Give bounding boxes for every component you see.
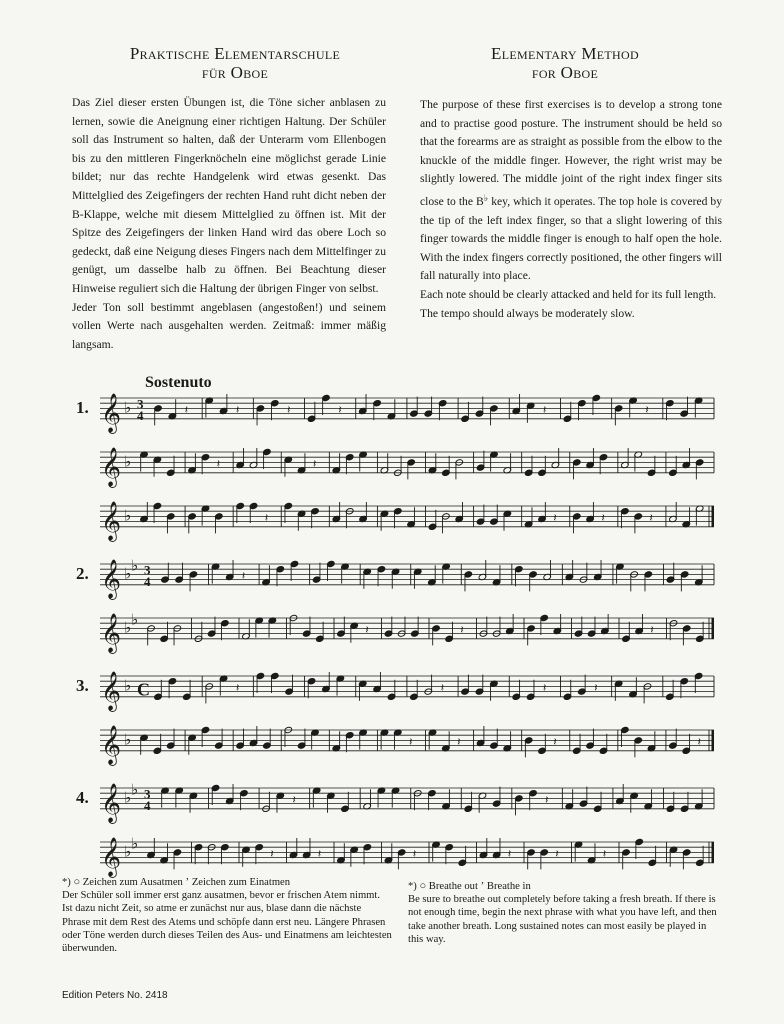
rest-icon: 𝄽 bbox=[553, 511, 557, 525]
rest-icon: 𝄽 bbox=[409, 735, 413, 749]
treble-clef-icon: 𝄞 bbox=[101, 836, 122, 877]
flat-sign-icon: ♭ bbox=[131, 834, 139, 853]
flat-sign-icon: ♭ bbox=[131, 556, 139, 575]
footnote-german-body: Der Schüler soll immer erst ganz ausatmen, bevor er frischen Atem nimmt. Ist dazu nicht Zeit, so atme er zunächst nur aus, blase dann die nächste Phrase mit dem Rest des Atems und schöpfe dann erst neu. Längere Phrasen oder Töne werden durch dieses Teilen des Aus- und Einatmens am leichtesten überwunden. bbox=[62, 890, 392, 955]
intro-english-paragraph-2: Each note should be clearly attacked and held for its full length. bbox=[420, 287, 717, 301]
flat-sign-icon: ♭ bbox=[124, 506, 132, 525]
time-signature-icon: 3 bbox=[144, 786, 151, 802]
rest-icon: 𝄽 bbox=[241, 569, 246, 583]
treble-clef-icon: 𝄞 bbox=[101, 392, 122, 433]
rest-icon: 𝄽 bbox=[649, 511, 653, 525]
treble-clef-icon: 𝄞 bbox=[101, 782, 122, 823]
tempo-marking: Sostenuto bbox=[145, 374, 212, 391]
rest-icon: 𝄽 bbox=[270, 847, 274, 861]
rest-icon: 𝄽 bbox=[645, 403, 649, 417]
flat-sign-icon: ♭ bbox=[124, 842, 132, 861]
exercise-number-1: 1. bbox=[76, 398, 89, 417]
time-signature-icon: 4 bbox=[144, 573, 151, 589]
exercise-number-4: 4. bbox=[76, 788, 89, 807]
exercise-number-2: 2. bbox=[76, 564, 89, 583]
treble-clef-icon: 𝄞 bbox=[101, 558, 122, 599]
rest-icon: 𝄽 bbox=[460, 623, 464, 637]
time-signature-icon: 4 bbox=[144, 797, 151, 813]
breathe-in-label: Breathe in bbox=[486, 881, 531, 892]
footnote-english-legend bbox=[408, 880, 718, 893]
rest-icon: 𝄽 bbox=[543, 681, 547, 695]
rest-icon: 𝄽 bbox=[553, 735, 557, 749]
flat-sign-icon: ♭ bbox=[124, 618, 132, 637]
treble-clef-icon: 𝄞 bbox=[101, 724, 122, 765]
rest-icon: 𝄽 bbox=[697, 735, 702, 749]
final-bar-line bbox=[712, 730, 715, 751]
treble-clef-icon: 𝄞 bbox=[101, 612, 122, 653]
rest-icon: 𝄽 bbox=[312, 457, 317, 471]
edition-number: Edition Peters No. 2418 bbox=[62, 990, 168, 1001]
flat-sign-icon: ♭ bbox=[131, 610, 139, 629]
rest-icon: 𝄽 bbox=[601, 511, 605, 525]
title-english-line-2: for Oboe bbox=[531, 63, 599, 82]
flat-sign-icon: ♭ bbox=[124, 730, 132, 749]
treble-clef-icon: 𝄞 bbox=[101, 670, 122, 711]
rest-icon: 𝄽 bbox=[507, 847, 512, 861]
rest-icon: 𝄽 bbox=[184, 403, 189, 417]
exercise-number-3: 3. bbox=[76, 676, 89, 695]
rest-icon: 𝄽 bbox=[594, 681, 598, 695]
rest-icon: 𝄽 bbox=[216, 457, 221, 471]
breathe-in-label: Zeichen zum Einatmen bbox=[191, 877, 291, 888]
rest-icon: 𝄽 bbox=[287, 403, 291, 417]
flat-sign: ♭ bbox=[483, 192, 489, 203]
intro-english-p1-part-a: The purpose of these first exercises is to develop a strong tone and to practise good posture. The instrument should be held so that the forearms are as straight as possible from the elbow to the knuckle of the middle finger. However, the right wrist may be slightly lowered. The middle joint of the right index finger sits close to the B bbox=[420, 98, 722, 208]
footnote-german-legend bbox=[62, 876, 392, 889]
rest-icon: 𝄽 bbox=[292, 793, 296, 807]
common-time-icon: C bbox=[137, 679, 150, 700]
rest-icon: 𝄽 bbox=[545, 793, 549, 807]
footnote-mark: *) bbox=[408, 881, 417, 892]
treble-clef-icon: 𝄞 bbox=[101, 446, 122, 487]
rest-icon: 𝄽 bbox=[543, 403, 547, 417]
intro-english-paragraph-3: The tempo should always be moderately slow. bbox=[420, 306, 635, 320]
title-german-line-2: für Oboe bbox=[201, 63, 269, 82]
breathe-in-symbol: ʼ bbox=[480, 880, 485, 892]
rest-icon: 𝄽 bbox=[264, 511, 269, 525]
flat-sign-icon: ♭ bbox=[124, 398, 132, 417]
breathe-in-symbol: ʼ bbox=[185, 876, 190, 888]
footnote-german bbox=[62, 876, 392, 955]
rest-icon: 𝄽 bbox=[317, 847, 322, 861]
time-signature-icon: 3 bbox=[144, 562, 151, 578]
rest-icon: 𝄽 bbox=[457, 735, 461, 749]
final-bar-line bbox=[712, 842, 715, 863]
flat-sign-icon: ♭ bbox=[124, 452, 132, 471]
flat-sign-icon: ♭ bbox=[124, 676, 132, 695]
footnote-english-body: Be sure to breathe out completely before taking a fresh breath. If there is not enough time, begin the next phrase with what you have left, and then take another breath. Long sustained notes can most easily be played in this way. bbox=[408, 894, 717, 945]
title-english-line-1: Elementary Method bbox=[491, 44, 639, 63]
rest-icon: 𝄽 bbox=[440, 681, 445, 695]
time-signature-icon: 3 bbox=[137, 396, 144, 412]
treble-clef-icon: 𝄞 bbox=[101, 500, 122, 541]
flat-sign-icon: ♭ bbox=[131, 780, 139, 799]
breathe-out-symbol: ○ bbox=[73, 876, 81, 888]
flat-sign-icon: ♭ bbox=[124, 564, 132, 583]
rest-icon: 𝄽 bbox=[650, 623, 654, 637]
intro-german-paragraph-2: Jeder Ton soll bestimmt angeblasen (angestoßen!) und seinem vollen Werte nach ausgehalten werden. Zeitmaß: immer mäßig langsam. bbox=[72, 300, 386, 351]
rest-icon: 𝄽 bbox=[602, 847, 607, 861]
breathe-out-label: Breathe out bbox=[428, 881, 478, 892]
footnote-mark: *) bbox=[62, 877, 71, 888]
title-german-line-1: Praktische Elementarschule bbox=[129, 44, 341, 63]
rest-icon: 𝄽 bbox=[555, 847, 559, 861]
rest-icon: 𝄽 bbox=[365, 623, 369, 637]
rest-icon: 𝄽 bbox=[235, 681, 240, 695]
footnote-english bbox=[408, 880, 718, 946]
rest-icon: 𝄽 bbox=[412, 847, 417, 861]
intro-english-p1-part-b: key, which it operates. The top hole is covered by the tip of the left index finger, so that a slight lowering of this finger towards the middle finger is enough to half open the hole. With the index fingers correctly positioned, the other fingers will fall naturally into place. bbox=[420, 194, 722, 283]
time-signature-icon: 4 bbox=[137, 407, 144, 423]
breathe-out-label: Zeichen zum Ausatmen bbox=[82, 877, 183, 888]
breathe-out-symbol: ○ bbox=[419, 880, 427, 892]
intro-german-paragraph-1: Das Ziel dieser ersten Übungen ist, die Töne sicher anblasen zu lernen, sowie die Aneignung einer richtigen Haltung. Der Schüler soll das Instrument so halten, daß der Unterarm vom Ellenbogen bis zu den mittleren Fingerknöcheln eine möglichst gerade Linie bildet; nur das rechte Handgelenk wird etwas gesenkt. Das Mittelglied des Zeigefingers der rechten Hand ruht dicht neben der B-Klappe, welche mit diesem Mittelglied zu öffnen ist. Mit der Spitze des Zeigefingers der linken Hand wird das obere Loch so gedeckt, daß eine Neigung dieses Fingers nach dem Mittelfinger zu genügt, um dasselbe halb zu öffnen. Bei Beachtung dieser Hinweise reguliert sich die Haltung der übrigen Finger von selbst. bbox=[72, 96, 386, 295]
rest-icon: 𝄽 bbox=[235, 403, 240, 417]
flat-sign-icon: ♭ bbox=[124, 788, 132, 807]
final-bar-line bbox=[712, 618, 715, 639]
rest-icon: 𝄽 bbox=[338, 403, 342, 417]
final-bar-line bbox=[712, 506, 715, 527]
